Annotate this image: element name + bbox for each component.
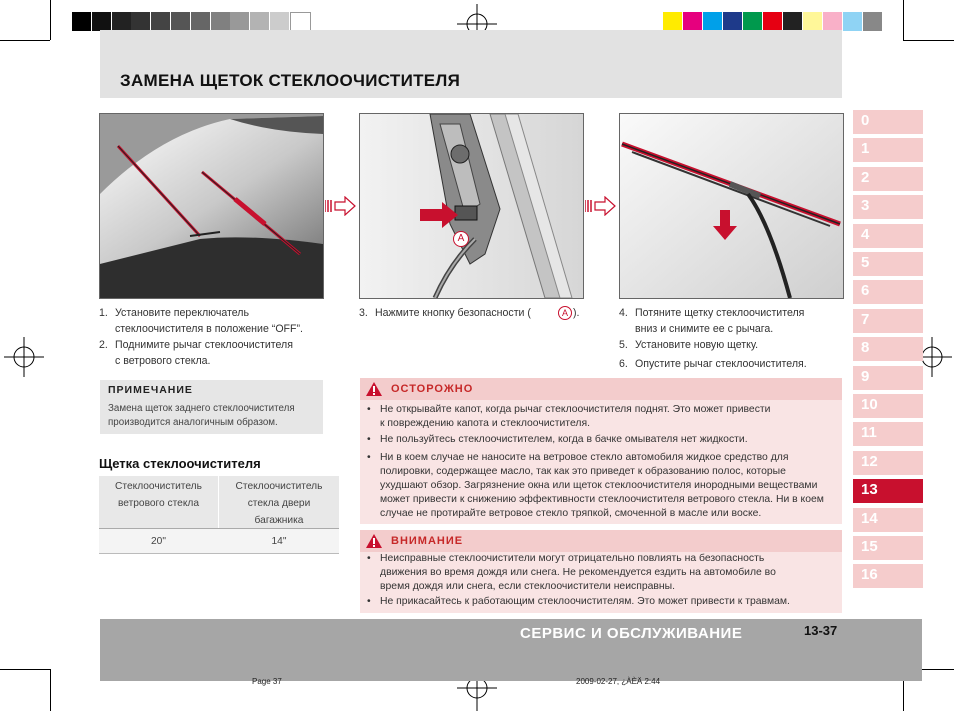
color-swatch xyxy=(211,12,230,31)
step-number: 3. xyxy=(359,307,368,319)
chapter-tab-1[interactable] xyxy=(853,138,923,162)
step-4 xyxy=(619,305,849,339)
note-text xyxy=(108,402,320,429)
table-header-line: Стеклоочиститель xyxy=(235,481,323,492)
chapter-tab-0[interactable] xyxy=(853,110,923,134)
table-header-line: Стеклоочиститель xyxy=(115,481,202,492)
color-swatch xyxy=(663,12,682,31)
caution-line: к повреждению капота и стеклоочистителя. xyxy=(380,418,590,429)
caution-line: ухудшают обзор. Загрязнение окна или щеток стеклоочистителя инородными веществами xyxy=(380,480,818,491)
step-text-line: Установите новую щетку. xyxy=(635,339,759,351)
color-swatch xyxy=(703,12,722,31)
print-slug-date: 2009-02-27, ¿ÀÈÄ 2:44 xyxy=(576,677,661,686)
step-2 xyxy=(99,337,349,371)
attention-item-1 xyxy=(380,552,834,594)
bullet-icon: • xyxy=(367,596,371,607)
step-number: 1. xyxy=(99,307,108,319)
chapter-tab-label: 4 xyxy=(861,225,870,243)
crop-mark xyxy=(50,669,51,711)
callout-a-badge xyxy=(453,231,469,247)
color-swatch xyxy=(783,12,802,31)
next-step-arrow-icon xyxy=(585,196,617,216)
attention-line: время дождя или снега, если стеклоочистители неисправны. xyxy=(380,581,676,592)
page-number: 13-37 xyxy=(804,623,838,638)
attention-title: ВНИМАНИЕ xyxy=(391,535,464,547)
chapter-tab-10[interactable] xyxy=(853,394,923,418)
chapter-tab-2[interactable] xyxy=(853,167,923,191)
caution-line: полировки, содержащее масло, так как это приведет к образованию полос, которые xyxy=(380,466,786,477)
chapter-tab-16[interactable] xyxy=(853,564,923,588)
page-title: ЗАМЕНА ЩЕТОК СТЕКЛООЧИСТИТЕЛЯ xyxy=(120,71,461,90)
photo-remove-blade xyxy=(619,113,844,299)
step-text-line: Нажмите кнопку безопасности ( xyxy=(375,307,531,319)
table-header-line: багажника xyxy=(254,515,304,526)
caution-item-2 xyxy=(380,433,834,447)
chapter-tab-13[interactable] xyxy=(853,479,923,503)
step-1 xyxy=(99,305,349,339)
next-step-arrow-icon xyxy=(325,196,357,216)
step-number: 6. xyxy=(619,358,628,370)
wiper-table-heading: Щетка стеклоочистителя xyxy=(99,456,261,471)
table-header-tailgate xyxy=(219,478,339,529)
color-swatch xyxy=(823,12,842,31)
table-header-line: ветрового стекла xyxy=(117,498,200,509)
chapter-tab-label: 1 xyxy=(861,140,870,158)
chapter-tab-12[interactable] xyxy=(853,451,923,475)
color-swatch xyxy=(112,12,131,31)
chapter-tab-label: 0 xyxy=(861,112,870,129)
chapter-tab-6[interactable] xyxy=(853,280,923,304)
step-6 xyxy=(619,356,849,374)
color-swatch xyxy=(92,12,111,31)
table-value-tailgate: 14" xyxy=(271,536,287,547)
attention-line: Неисправные стеклоочистители могут отрицательно повлиять на безопасность xyxy=(380,553,765,564)
note-text-line: Замена щеток заднего стеклоочистителя xyxy=(108,403,295,414)
chapter-tab-label: 12 xyxy=(861,452,878,470)
chapter-tab-15[interactable] xyxy=(853,536,923,560)
crop-mark xyxy=(903,0,904,40)
caution-title: ОСТОРОЖНО xyxy=(391,383,474,395)
chapter-tab-5[interactable] xyxy=(853,252,923,276)
table-header-line: стекла двери xyxy=(247,498,311,509)
crop-mark xyxy=(903,40,954,41)
color-swatch xyxy=(151,12,170,31)
caution-item-1 xyxy=(380,403,834,431)
crop-mark xyxy=(0,40,50,41)
bullet-icon: • xyxy=(367,452,371,463)
chapter-tab-label: 11 xyxy=(861,424,877,442)
table-header-windshield xyxy=(99,478,218,512)
footer-section-title: СЕРВИС И ОБСЛУЖИВАНИЕ xyxy=(520,625,743,642)
crop-mark xyxy=(50,0,51,40)
color-swatch xyxy=(250,12,269,31)
chapter-tab-label: 14 xyxy=(861,509,878,527)
color-swatch xyxy=(683,12,702,31)
step-3 xyxy=(359,305,599,323)
chapter-tab-14[interactable] xyxy=(853,508,923,532)
chapter-tab-8[interactable] xyxy=(853,337,923,361)
callout-a-badge xyxy=(558,306,572,320)
bullet-icon: • xyxy=(367,404,371,415)
registration-target-icon xyxy=(4,337,44,377)
chapter-tab-3[interactable] xyxy=(853,195,923,219)
step-5 xyxy=(619,337,849,355)
chapter-tab-label: 9 xyxy=(861,367,870,385)
table-divider xyxy=(99,553,339,554)
color-swatch xyxy=(191,12,210,31)
warning-triangle-icon xyxy=(365,381,383,397)
step-text-line: Установите переключатель xyxy=(115,307,250,319)
bullet-icon: • xyxy=(367,553,371,564)
step-number: 4. xyxy=(619,307,628,319)
callout-a-label: A xyxy=(561,308,568,318)
step-text-line: Опустите рычаг стеклоочистителя. xyxy=(635,358,807,370)
color-swatch xyxy=(72,12,91,31)
caution-line: случае не протирайте ветровое стекло тряпкой, смоченной в масле или воске. xyxy=(380,508,762,519)
warning-triangle-icon xyxy=(365,533,383,549)
chapter-tab-label: 5 xyxy=(861,254,870,271)
color-swatch xyxy=(270,12,289,31)
chapter-tab-label: 8 xyxy=(861,339,870,357)
caution-line: Не пользуйтесь стеклоочистителем, когда в бачке омывателя нет жидкости. xyxy=(380,434,748,445)
table-value-windshield: 20" xyxy=(151,536,166,547)
step-number: 5. xyxy=(619,339,628,351)
color-swatch xyxy=(803,12,822,31)
color-swatch xyxy=(843,12,862,31)
step-text-line: Потяните щетку стеклоочистителя xyxy=(635,307,805,319)
chapter-tab-label: 15 xyxy=(861,538,878,555)
color-swatch xyxy=(131,12,150,31)
chapter-tab-9[interactable] xyxy=(853,366,923,390)
photo-safety-button xyxy=(359,113,584,299)
chapter-tab-label: 16 xyxy=(861,566,878,584)
caution-line: может привести к снижению эффективности стеклоочистителя ветрового стекла. Ни в коем xyxy=(380,494,824,505)
chapter-tab-11[interactable] xyxy=(853,422,923,446)
caution-item-3 xyxy=(380,451,834,521)
crop-mark xyxy=(0,669,50,670)
callout-a-label: A xyxy=(457,233,465,244)
color-swatch xyxy=(230,12,249,31)
note-text-line: производится аналогичным образом. xyxy=(108,416,278,428)
chapter-tab-4[interactable] xyxy=(853,224,923,248)
chapter-tab-label: 13 xyxy=(861,481,878,499)
color-swatch xyxy=(743,12,762,31)
chapter-tab-label: 10 xyxy=(861,396,878,413)
caution-line: Ни в коем случае не наносите на ветровое стекло автомобиля жидкое средство для xyxy=(380,452,789,463)
chapter-tab-label: 2 xyxy=(861,168,870,186)
chapter-tab-label: 3 xyxy=(861,197,870,215)
color-swatch xyxy=(763,12,782,31)
footer-band xyxy=(100,619,922,681)
chapter-tab-label: 6 xyxy=(861,282,870,300)
step-text-line: стеклоочистителя в положение “OFF”. xyxy=(115,323,303,335)
step-text-line: Поднимите рычаг стеклоочистителя xyxy=(115,339,293,351)
caution-line: Не открывайте капот, когда рычаг стеклоочистителя поднят. Это может привести xyxy=(380,404,771,415)
photo-raise-wiper xyxy=(99,113,324,299)
attention-line: движения во время дождя или снега. Не рекомендуется ездить на автомобиле во xyxy=(380,567,776,578)
step-text-line: с ветрового стекла. xyxy=(115,355,211,367)
color-swatch xyxy=(863,12,882,31)
bullet-icon: • xyxy=(367,434,371,445)
step-text-line: ). xyxy=(573,307,580,319)
color-swatch xyxy=(171,12,190,31)
note-title: ПРИМЕЧАНИЕ xyxy=(108,384,193,396)
print-slug-page: Page 37 xyxy=(252,677,282,686)
chapter-tab-7[interactable] xyxy=(853,309,923,333)
attention-line: Не прикасайтесь к работающим стеклоочистителям. Это может привести к травмам. xyxy=(380,596,790,607)
chapter-tab-label: 7 xyxy=(861,310,870,328)
attention-item-2 xyxy=(380,595,834,609)
color-swatch xyxy=(723,12,742,31)
step-text-line: вниз и снимите ее с рычага. xyxy=(635,323,774,335)
step-number: 2. xyxy=(99,339,108,351)
